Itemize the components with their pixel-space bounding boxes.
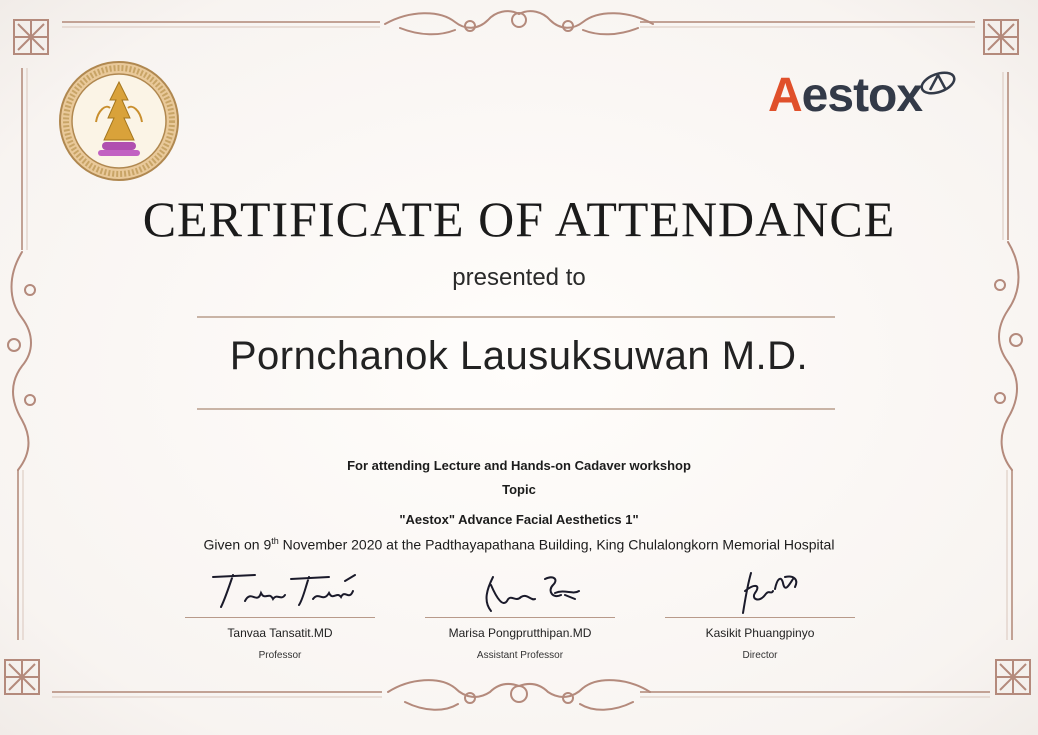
topic-title: "Aestox" Advance Facial Aesthetics 1" [399, 512, 639, 527]
aestox-logo [768, 68, 922, 123]
signature-line-2 [425, 617, 615, 618]
signatory-3 [660, 565, 860, 661]
recipient-name: Pornchanok Lausuksuwan M.D. [229, 334, 809, 378]
given-statement [0, 536, 1038, 553]
signatory-1 [180, 565, 380, 661]
given-prefix: Given on 9 [203, 536, 272, 553]
university-seal-icon [58, 60, 180, 182]
signature-3-icon [675, 565, 845, 615]
topic-label: Topic [502, 482, 536, 497]
given-sup: th [271, 536, 279, 546]
signatory-2-title: Assistant Professor [476, 650, 564, 661]
signature-line-3 [665, 617, 855, 618]
name-rule-bottom [197, 408, 835, 410]
aestox-logo-mark-icon [918, 70, 958, 96]
logo-letters: estox [801, 69, 923, 122]
certificate-title: CERTIFICATE OF ATTENDANCE [142, 191, 896, 247]
signature-1-icon [195, 565, 365, 615]
signatory-1-title: Professor [258, 650, 302, 661]
signatory-1-name: Tanvaa Tansatit.MD [227, 626, 333, 640]
signatory-2 [420, 565, 620, 661]
purpose-text: For attending Lecture and Hands-on Cadaver workshop [347, 458, 691, 473]
logo-letter-a: A [768, 69, 802, 122]
signature-line-1 [185, 617, 375, 618]
given-suffix: November 2020 at the Padthayapathana Building, King Chulalongkorn Memorial Hospital [278, 536, 835, 553]
signatory-3-name: Kasikit Phuangpinyo [705, 626, 815, 640]
presented-to-label: presented to [452, 264, 586, 291]
name-rule-top [197, 316, 835, 318]
signatory-2-name: Marisa Pongprutthipan.MD [448, 626, 592, 640]
signature-2-icon [435, 565, 605, 615]
signatory-3-title: Director [742, 650, 778, 661]
